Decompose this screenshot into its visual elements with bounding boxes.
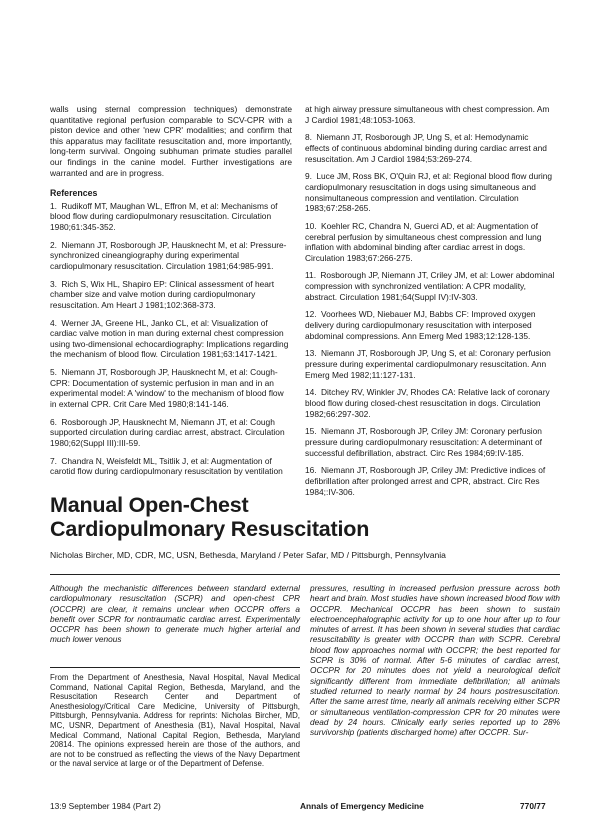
abstract-continued: pressures, resulting in increased perfusion pressure across both heart and brain. Most studies have shown increased blood flow with OCCPR. Mechanical OCCPR has been shown to sustain electroencephalographic activity for up to one hour after up to four minutes of arrest. It has been shown in several studies that cardiac resuscitability is greater with OCCPR than with SCPR. Cerebral blood flow approaches normal with OCCPR; the best reported for SCPR is 30% of normal. After 5-6 minutes of cardiac arrest, OCCPR for 20 minutes does not yield a neurological deficit significantly different from immediate defibrillation; all animals studied returned to nearly normal by 24 hours postresuscitation. After the same arrest time, nearly all animals receiving either SCPR or simultaneous ventilation-compression CPR for 20 minutes were dead by 24 hours. Clinically early series reported up to 28% survivorship (patients discharged home) after OCCPR. Sur- [310,583,560,738]
reference-text: Niemann JT, Rosborough JP, Ung S, et al: Hemodynamic effects of continuous abdominal binding during cardiac arrest and resuscitation. Am J Cardiol 1984;53:269-274. [305,132,547,164]
reference-text: Niemann JT, Rosborough JP, Hausknecht M, et al: Pressure-synchronized cineangiography during experimental cardiopulmonary resuscitation. Circulation 1981;64:985-991. [50,239,287,271]
reference-item [50,201,292,233]
top-paragraph: walls using sternal compression techniques) demonstrate quantitative regional perfusion comparable to SCV-CPR with a piston device and other 'new CPR' modalities; and confirm that this apparatus may facilitate resuscitation and, more importantly, long-term survival. Ongoing subhuman primate studies parallel our findings in the canine model. Further investigations are warranted and are in progress. [50,104,292,178]
reference-number: 8. [305,132,312,143]
reference-item [305,348,555,380]
reference-item [50,367,292,409]
reference-item [305,387,555,419]
reference-item [50,456,292,477]
reference-text: at high airway pressure simultaneous with chest compression. Am J Cardiol 1981;48:1053-1063. [305,104,550,125]
reference-item [305,309,555,341]
left-column [50,104,292,484]
reference-text: Rich S, Wix HL, Shapiro EP: Clinical assessment of heart chamber size and valve motion during cardiopulmonary resuscitation. Am Heart J 1981;102:368-373. [50,278,275,310]
authors-line: Nicholas Bircher, MD, CDR, MC, USN, Bethesda, Maryland / Peter Safar, MD / Pittsburgh, Pennsylvania [50,550,446,560]
reference-item [305,171,555,213]
reference-text: Werner JA, Greene HL, Janko CL, et al: Visualization of cardiac valve motion in man during external chest compression using two-dimensional echocardiography: Implications regarding the mechanism of blood flow. Circulation 1981;63:1417-1421. [50,317,289,360]
reference-number: 2. [50,239,57,250]
reference-text: Voorhees WD, Niebauer MJ, Babbs CF: Improved oxygen delivery during cardiopulmonary resuscitation with interposed abdominal compressions. Ann Emerg Med 1983;12:128-135. [305,309,536,341]
affiliation-divider [50,667,300,668]
reference-text: Niemann JT, Rosborough JP, Criley JM: Coronary perfusion pressure during cardiopulmonary resuscitation: A determinant of successful defibrillation, abstract. Circ Res 1984;69:IV-185. [305,426,542,458]
reference-text: Chandra N, Weisfeldt ML, Tsitlik J, et al: Augmentation of carotid flow during cardiopulmonary resuscitation by ventilation [50,455,283,477]
reference-number: 5. [50,367,57,378]
reference-text: Rudikoff MT, Maughan WL, Effron M, et al: Mechanisms of blood flow during cardiopulmonary resuscitation. Circulation 1980;61:345-352. [50,200,278,232]
reference-number: 16. [305,465,317,476]
article-title-line-2: Cardiopulmonary Resuscitation [50,517,370,541]
references-list-left [50,201,292,477]
reference-number: 4. [50,317,57,328]
reference-number: 13. [305,348,317,359]
reference-item [305,104,555,125]
article-title-line-1: Manual Open-Chest [50,493,249,517]
reference-number: 10. [305,220,317,231]
reference-number: 9. [305,171,312,182]
reference-item [305,132,555,164]
footer-journal: Annals of Emergency Medicine [300,801,424,811]
reference-item [50,279,292,311]
reference-item [50,417,292,449]
article-header [50,493,560,560]
reference-number: 7. [50,455,57,466]
abstract: Although the mechanistic differences between standard external cardiopulmonary resuscitation (SCPR) and open-chest CPR (OCCPR) are clear, it remains unclear when OCCPR offers a benefit over SCPR for nontraumatic cardiac arrest. Experimentally OCCPR has been shown to generate much higher arterial and much lower venous [50,583,300,645]
reference-item [50,240,292,272]
reference-text: Niemann JT, Rosborough JP, Criley JM: Predictive indices of defibrillation after prolonged arrest and CPR, abstract. Circ Res 1984;:IV-306. [305,465,546,497]
reference-text: Luce JM, Ross BK, O'Quin RJ, et al: Regional blood flow during cardiopulmonary resuscitation in dogs using simultaneous and nonsimultaneous compression and ventilation. Circulation 1983;67:258-265. [305,171,553,214]
footer-issue: 13:9 September 1984 (Part 2) [50,801,161,811]
reference-text: Rosborough JP, Niemann JT, Criley JM, et al: Lower abdominal compression with synchronized ventilation: A CPR modality, abstract. Circulation 1981;64(Suppl IV):IV-303. [305,270,555,302]
reference-number: 11. [305,270,317,281]
reference-number: 1. [50,200,57,211]
reference-number: 15. [305,426,317,437]
references-list-right [305,104,555,497]
reference-text: Niemann JT, Rosborough JP, Ung S, et al: Coronary perfusion pressure during experimental cardiopulmonary resuscitation. Ann Emerg Med 1982;11:127-131. [305,348,551,380]
reference-item [305,221,555,263]
reference-item [305,426,555,458]
reference-number: 3. [50,278,57,289]
footer-page: 770/77 [520,801,546,811]
right-column [305,104,555,504]
reference-number: 12. [305,309,317,320]
reference-number: 6. [50,416,57,427]
reference-text: Ditchey RV, Winkler JV, Rhodes CA: Relative lack of coronary blood flow during closed-chest resuscitation in dogs. Circulation 1982;66:297-302. [305,387,550,419]
reference-item [50,318,292,360]
reference-number: 14. [305,387,317,398]
reference-item [305,270,555,302]
affiliation-note: From the Department of Anesthesia, Naval Hospital, Naval Medical Command, National Capital Region, Bethesda, Maryland, and the Resuscitation Research Center and Department of Anesthesiology/Critical Care Medicine, University of Pittsburgh, Pittsburgh, Pennsylvania. Address for reprints: Nicholas Bircher, MD, MC, USNR, Department of Anesthesia (B1), Naval Hospital, Naval Medical Command, National Capital Region, Bethesda, Maryland 20814. The opinions expressed herein are those of the authors, and are not to be construed as reflecting the views of the Navy Department or the naval service at large or of the Department of Defense. [50,673,300,769]
reference-text: Niemann JT, Rosborough JP, Hausknecht M, et al: Cough-CPR: Documentation of systemic perfusion in man and in an experimental model: A 'window' to the mechanism of blood flow in external CPR. Crit Care Med 1980;8:141-146. [50,367,284,409]
reference-text: Rosborough JP, Hausknecht M, Niemann JT, et al: Cough supported circulation during cardiac arrest, abstract. Circulation 1980;62(Suppl III):III-59. [50,416,285,448]
reference-text: Koehler RC, Chandra N, Guerci AD, et al: Augmentation of cerebral perfusion by simultaneous chest compression and lung inflation with abdominal binding after cardiac arrest in dogs. Circulation 1983;67:266-275. [305,220,542,263]
divider [50,574,560,575]
references-heading: References [50,188,98,199]
